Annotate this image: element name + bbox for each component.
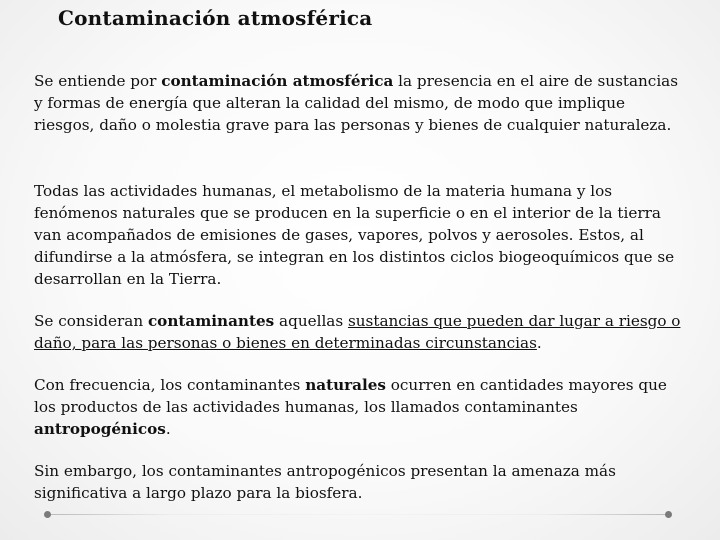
footer-dot-left-icon xyxy=(44,511,51,518)
p3-text-e: . xyxy=(536,334,542,352)
p3-text-a: Se consideran xyxy=(34,312,148,330)
footer-dot-right-icon xyxy=(665,511,672,518)
paragraph-natural-contaminants xyxy=(34,374,684,440)
p4-term-anthropogenic: antropogénicos xyxy=(34,420,166,438)
paragraph-threat: Sin embargo, los contaminantes antropogénicos presentan la amenaza más significativa a largo plazo para la biosfera. xyxy=(34,462,616,502)
p1-text-a: Se entiende por xyxy=(34,72,162,90)
paragraph-contaminants xyxy=(34,310,684,354)
paragraph-definition xyxy=(34,70,684,136)
p3-underlined-definition: sustancias que pueden dar lugar a riesgo o daño, para las personas o bienes en determinadas circunstancias xyxy=(34,312,681,352)
p1-term-bold: contaminación atmosférica xyxy=(161,72,394,90)
p4-term-natural: naturales xyxy=(305,376,386,394)
p4-text-e: . xyxy=(165,420,171,438)
footer-divider xyxy=(51,514,665,515)
p4-text-c: ocurren en cantidades mayores que los productos de las actividades humanas, los llamados contaminantes xyxy=(34,376,667,416)
slide-title: Contaminación atmosférica xyxy=(58,6,373,30)
p3-text-c: aquellas xyxy=(274,312,348,330)
p1-text-c: la presencia en el aire de sustancias y formas de energía que alteran la calidad del mismo, de modo que implique riesgos, daño o molestia grave para las personas y bienes de cualquier naturaleza. xyxy=(34,72,679,134)
p3-term-bold: contaminantes xyxy=(147,312,275,330)
paragraph-human-activities: Todas las actividades humanas, el metabolismo de la materia humana y los fenómenos naturales que se producen en la superficie o en el interior de la tierra van acompañados de emisiones de gases, vapores, polvos y aerosoles. Estos, al difundirse a la atmósfera, se integran en los distintos ciclos biogeoquímicos que se desarrollan en la Tierra. xyxy=(34,182,675,288)
p4-text-a: Con frecuencia, los contaminantes xyxy=(34,376,306,394)
